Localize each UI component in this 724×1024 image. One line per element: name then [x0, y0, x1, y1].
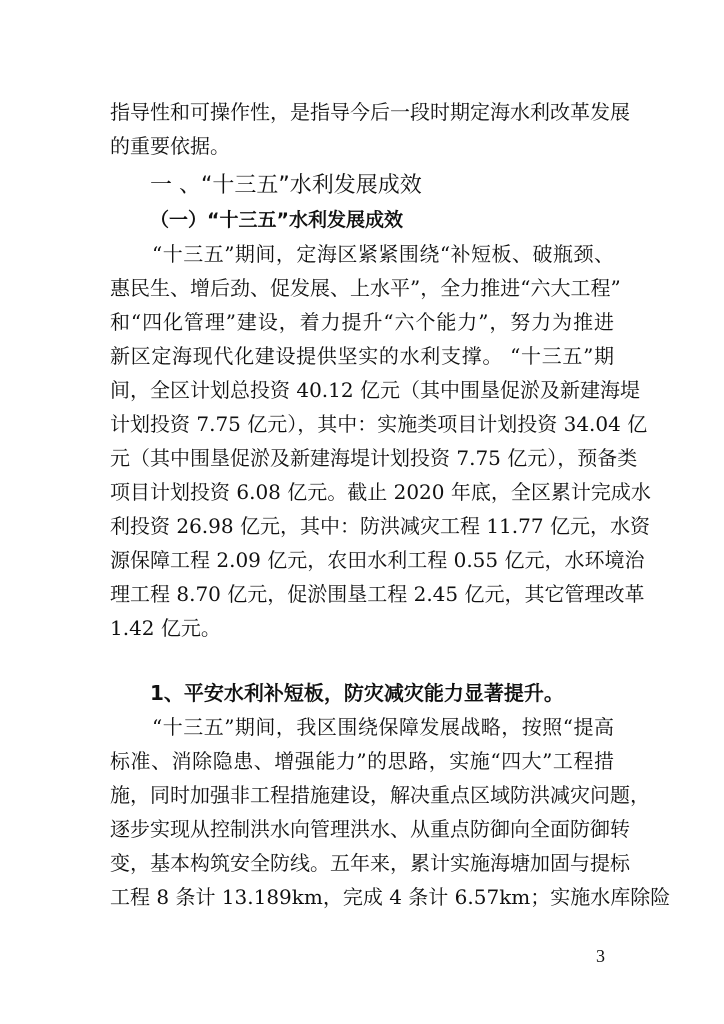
paragraph2-line-1: “十三五”期间，我区围绕保障发展战略，按照“提高 — [152, 715, 614, 739]
paragraph1-line-2: 惠民生、增后劲、促发展、上水平”，全力推进“六大工程” — [110, 276, 621, 300]
item-heading: 1、平安水利补短板，防灾减灾能力显著提升。 — [150, 681, 564, 705]
paragraph1-line-8: 项目计划投资 6.08 亿元。截止 2020 年底，全区累计完成水 — [110, 480, 651, 504]
paragraph1-line-6: 计划投资 7.75 亿元），其中：实施类项目计划投资 34.04 亿 — [110, 412, 648, 436]
intro-line-1: 指导性和可操作性，是指导今后一段时期定海水利改革发展 — [110, 100, 630, 124]
paragraph1-line-4: 新区定海现代化建设提供坚实的水利支撑。 “十三五”期 — [110, 344, 614, 368]
paragraph1-line-5: 间，全区计划总投资 40.12 亿元（其中围垦促淤及新建海堤 — [110, 378, 640, 402]
paragraph2-line-6: 工程 8 条计 13.189km，完成 4 条计 6.57km；实施水库除险 — [110, 885, 671, 909]
paragraph1-line-1: “十三五”期间，定海区紧紧围绕“补短板、破瓶颈、 — [152, 242, 614, 266]
paragraph1-line-10: 源保障工程 2.09 亿元，农田水利工程 0.55 亿元，水环境治 — [110, 548, 645, 572]
page-number: 3 — [596, 946, 605, 966]
paragraph1-line-12: 1.42 亿元。 — [110, 616, 221, 640]
paragraph2-line-3: 施，同时加强非工程措施建设，解决重点区域防洪减灾问题， — [110, 783, 650, 807]
paragraph1-line-11: 理工程 8.70 亿元，促淤围垦工程 2.45 亿元，其它管理改革 — [110, 582, 645, 606]
paragraph2-line-5: 变，基本构筑安全防线。五年来，累计实施海塘加固与提标 — [110, 851, 630, 875]
intro-line-2: 的重要依据。 — [110, 134, 230, 158]
section-heading: 一 、“十三五”水利发展成效 — [150, 173, 422, 198]
paragraph1-line-7: 元（其中围垦促淤及新建海堤计划投资 7.75 亿元），预备类 — [110, 446, 638, 470]
paragraph1-line-3: 和“四化管理”建设，着力提升“六个能力”，努力为推进 — [110, 310, 614, 334]
paragraph2-line-4: 逐步实现从控制洪水向管理洪水、从重点防御向全面防御转 — [110, 817, 630, 841]
subsection-heading: （一）“十三五”水利发展成效 — [150, 209, 403, 231]
paragraph1-line-9: 利投资 26.98 亿元，其中：防洪减灾工程 11.77 亿元，水资 — [110, 514, 650, 538]
paragraph2-line-2: 标准、消除隐患、增强能力”的思路，实施“四大”工程措 — [110, 749, 614, 773]
